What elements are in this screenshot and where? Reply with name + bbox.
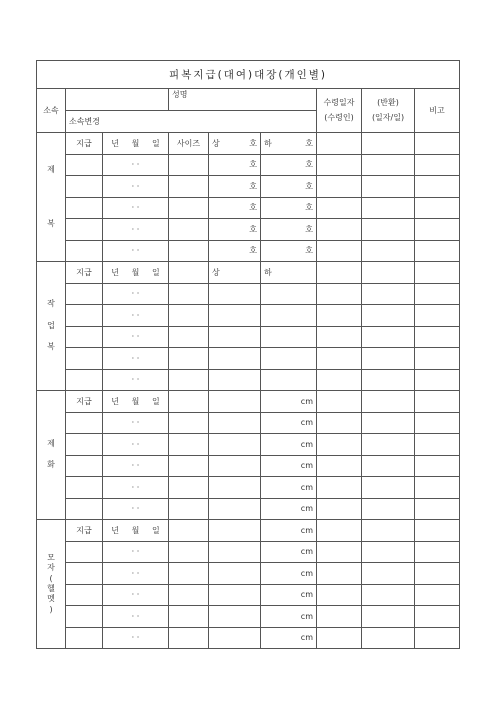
table-row (37, 434, 460, 456)
top-size-cell[interactable] (209, 541, 261, 563)
size-cm-cell[interactable]: cm (261, 391, 317, 413)
remarks-cell[interactable] (415, 455, 460, 477)
date-cell[interactable]: · · (103, 606, 169, 628)
shoes-header-row (37, 391, 460, 413)
date-cell[interactable]: · · (103, 369, 169, 391)
hat-section-label: 모 자 ( 헬 멧 ) (37, 520, 66, 649)
bottom-header: 하 (261, 262, 317, 284)
return-header (362, 89, 415, 133)
table-row (37, 219, 460, 241)
size-cell[interactable] (169, 348, 209, 370)
issue-label: 지급 (66, 262, 103, 284)
return-cell[interactable] (362, 498, 415, 520)
size-cell[interactable] (169, 283, 209, 305)
top-size-cell[interactable] (209, 434, 261, 456)
date-cell[interactable]: · · (103, 455, 169, 477)
table-row (37, 541, 460, 563)
issue-label: 지급 (66, 133, 103, 155)
receipt-cell[interactable] (317, 154, 362, 176)
date-cell[interactable]: · · (103, 240, 169, 262)
return-cell[interactable] (362, 154, 415, 176)
date-cell[interactable]: · · (103, 197, 169, 219)
receipt-date-label: 수령일자 (323, 98, 355, 108)
top-size-cell[interactable] (209, 477, 261, 499)
return-cell[interactable] (362, 305, 415, 327)
remarks-cell[interactable] (415, 197, 460, 219)
remarks-cell[interactable] (415, 541, 460, 563)
table-row (37, 498, 460, 520)
receipt-cell[interactable] (317, 197, 362, 219)
issue-label: 지급 (66, 391, 103, 413)
entry-cell[interactable] (66, 455, 103, 477)
date-cell[interactable]: · · (103, 305, 169, 327)
size-cell[interactable] (169, 369, 209, 391)
entry-cell[interactable] (66, 176, 103, 198)
return-cell[interactable] (362, 391, 415, 413)
entry-cell[interactable] (66, 219, 103, 241)
uniform-section-label: 제 복 (37, 133, 66, 262)
table-row (37, 305, 460, 327)
top-size-cell[interactable] (209, 348, 261, 370)
table-row (37, 606, 460, 628)
form-title: 피복지급(대여)대장(개인별) (37, 61, 460, 89)
entry-cell[interactable] (66, 541, 103, 563)
receipt-cell[interactable] (317, 520, 362, 542)
return-cell[interactable] (362, 176, 415, 198)
remarks-cell[interactable] (415, 563, 460, 585)
remarks-cell[interactable] (415, 326, 460, 348)
name-label: 성명 (172, 90, 188, 99)
return-cell[interactable] (362, 348, 415, 370)
receipt-cell[interactable] (317, 477, 362, 499)
size-cell[interactable] (169, 326, 209, 348)
remarks-cell[interactable] (415, 219, 460, 241)
date-header: 년 월 일 (103, 520, 169, 542)
return-cell[interactable] (362, 455, 415, 477)
size-cell[interactable] (169, 498, 209, 520)
date-cell[interactable]: · · (103, 434, 169, 456)
size-cell[interactable] (169, 455, 209, 477)
entry-cell[interactable] (66, 563, 103, 585)
affiliation-label: 소속 (37, 89, 66, 133)
size-cell[interactable] (169, 197, 209, 219)
remarks-cell[interactable] (415, 154, 460, 176)
size-cell[interactable] (169, 606, 209, 628)
return-cell[interactable] (362, 197, 415, 219)
top-size-cell[interactable] (209, 391, 261, 413)
remarks-cell[interactable] (415, 520, 460, 542)
table-row (37, 584, 460, 606)
size-cell[interactable] (169, 240, 209, 262)
table-row (37, 283, 460, 305)
return-cell[interactable] (362, 262, 415, 284)
size-cm-cell[interactable]: cm (261, 520, 317, 542)
receipt-cell[interactable] (317, 541, 362, 563)
return-cell[interactable] (362, 133, 415, 155)
table-row (37, 627, 460, 649)
table-row (37, 154, 460, 176)
table-row (37, 240, 460, 262)
return-date-label: (일자/일) (371, 112, 405, 122)
top-size-cell[interactable] (209, 498, 261, 520)
remarks-cell[interactable] (415, 262, 460, 284)
size-cm-cell[interactable]: cm (261, 477, 317, 499)
entry-cell[interactable] (66, 412, 103, 434)
affiliation-change-label: 소속변경 (69, 117, 100, 126)
bottom-size-cell[interactable] (261, 305, 317, 327)
table-row (37, 563, 460, 585)
return-cell[interactable] (362, 283, 415, 305)
top-size-cell[interactable] (209, 305, 261, 327)
remarks-cell[interactable] (415, 498, 460, 520)
size-cm-cell[interactable]: cm (261, 541, 317, 563)
entry-cell[interactable] (66, 240, 103, 262)
return-cell[interactable] (362, 520, 415, 542)
top-size-header: 상 호 (209, 133, 261, 155)
remarks-cell[interactable] (415, 606, 460, 628)
date-cell[interactable]: · · (103, 412, 169, 434)
ledger-form (36, 60, 459, 649)
size-cm-cell[interactable]: cm (261, 455, 317, 477)
uniform-header-row (37, 133, 460, 155)
size-cm-cell[interactable]: cm (261, 563, 317, 585)
top-size-cell[interactable]: 호 (209, 154, 261, 176)
size-cell[interactable] (169, 541, 209, 563)
size-cm-cell[interactable]: cm (261, 627, 317, 649)
receipt-cell[interactable] (317, 283, 362, 305)
bottom-size-cell[interactable]: 호 (261, 219, 317, 241)
size-cell[interactable] (169, 391, 209, 413)
entry-cell[interactable] (66, 283, 103, 305)
date-cell[interactable]: · · (103, 563, 169, 585)
bottom-size-cell[interactable] (261, 348, 317, 370)
receiver-label: (수령인) (324, 112, 354, 122)
date-cell[interactable]: · · (103, 154, 169, 176)
entry-cell[interactable] (66, 606, 103, 628)
affiliation-value[interactable] (66, 89, 169, 111)
bottom-size-cell[interactable]: 호 (261, 176, 317, 198)
entry-cell[interactable] (66, 197, 103, 219)
return-cell[interactable] (362, 412, 415, 434)
table-row (37, 348, 460, 370)
table-row (37, 369, 460, 391)
entry-cell[interactable] (66, 584, 103, 606)
receipt-cell[interactable] (317, 563, 362, 585)
entry-cell[interactable] (66, 305, 103, 327)
return-cell[interactable] (362, 627, 415, 649)
entry-cell[interactable] (66, 348, 103, 370)
table-row (37, 477, 460, 499)
size-cell[interactable] (169, 305, 209, 327)
bottom-size-cell[interactable] (261, 369, 317, 391)
receipt-cell[interactable] (317, 627, 362, 649)
return-cell[interactable] (362, 219, 415, 241)
remarks-cell[interactable] (415, 176, 460, 198)
return-cell[interactable] (362, 434, 415, 456)
size-cell[interactable] (169, 219, 209, 241)
remarks-cell[interactable] (415, 240, 460, 262)
receipt-cell[interactable] (317, 326, 362, 348)
remarks-cell[interactable] (415, 133, 460, 155)
return-cell[interactable] (362, 326, 415, 348)
receipt-cell[interactable] (317, 176, 362, 198)
top-size-cell[interactable]: 호 (209, 197, 261, 219)
receipt-cell[interactable] (317, 391, 362, 413)
remarks-header: 비고 (415, 89, 460, 133)
size-cell[interactable] (169, 477, 209, 499)
remarks-cell[interactable] (415, 627, 460, 649)
hat-header-row (37, 520, 460, 542)
remarks-cell[interactable] (415, 391, 460, 413)
date-header: 년 월 일 (103, 262, 169, 284)
entry-cell[interactable] (66, 477, 103, 499)
return-cell[interactable] (362, 369, 415, 391)
size-cm-cell[interactable]: cm (261, 584, 317, 606)
date-cell[interactable]: · · (103, 477, 169, 499)
size-cell[interactable] (169, 154, 209, 176)
top-size-cell[interactable] (209, 584, 261, 606)
return-cell[interactable] (362, 584, 415, 606)
entry-cell[interactable] (66, 154, 103, 176)
top-size-cell[interactable]: 호 (209, 176, 261, 198)
size-cm-cell[interactable]: cm (261, 606, 317, 628)
size-cm-cell[interactable]: cm (261, 434, 317, 456)
remarks-cell[interactable] (415, 348, 460, 370)
remarks-cell[interactable] (415, 369, 460, 391)
remarks-cell[interactable] (415, 412, 460, 434)
receipt-cell[interactable] (317, 606, 362, 628)
table-row (37, 412, 460, 434)
date-cell[interactable]: · · (103, 498, 169, 520)
return-cell[interactable] (362, 563, 415, 585)
remarks-cell[interactable] (415, 305, 460, 327)
workwear-section-label: 작 업 복 (37, 262, 66, 391)
remarks-cell[interactable] (415, 283, 460, 305)
table-row (37, 176, 460, 198)
workwear-header-row (37, 262, 460, 284)
receipt-cell[interactable] (317, 584, 362, 606)
top-size-cell[interactable] (209, 520, 261, 542)
return-cell[interactable] (362, 541, 415, 563)
affiliation-change-field[interactable] (66, 111, 317, 133)
return-cell[interactable] (362, 606, 415, 628)
date-cell[interactable]: · · (103, 219, 169, 241)
receipt-cell[interactable] (317, 262, 362, 284)
issue-label: 지급 (66, 520, 103, 542)
return-cell[interactable] (362, 477, 415, 499)
ledger-table (36, 60, 460, 649)
bottom-size-header: 하 호 (261, 133, 317, 155)
bottom-size-cell[interactable]: 호 (261, 197, 317, 219)
remarks-cell[interactable] (415, 434, 460, 456)
top-size-cell[interactable] (209, 412, 261, 434)
size-cell[interactable] (169, 434, 209, 456)
size-cell[interactable] (169, 176, 209, 198)
receipt-cell[interactable] (317, 434, 362, 456)
date-header: 년 월 일 (103, 391, 169, 413)
date-cell[interactable]: · · (103, 176, 169, 198)
receipt-date-header (317, 89, 362, 133)
receipt-cell[interactable] (317, 240, 362, 262)
top-header: 상 (209, 262, 261, 284)
name-field[interactable] (169, 89, 317, 111)
top-size-cell[interactable] (209, 326, 261, 348)
table-row (37, 455, 460, 477)
size-cell[interactable] (169, 627, 209, 649)
entry-cell[interactable] (66, 369, 103, 391)
date-cell[interactable]: · · (103, 283, 169, 305)
receipt-cell[interactable] (317, 133, 362, 155)
table-row (37, 326, 460, 348)
entry-cell[interactable] (66, 326, 103, 348)
receipt-cell[interactable] (317, 455, 362, 477)
receipt-cell[interactable] (317, 305, 362, 327)
top-size-cell[interactable] (209, 563, 261, 585)
size-cell[interactable] (169, 563, 209, 585)
size-cell[interactable] (169, 262, 209, 284)
receipt-cell[interactable] (317, 498, 362, 520)
top-size-cell[interactable] (209, 455, 261, 477)
table-row (37, 197, 460, 219)
receipt-cell[interactable] (317, 219, 362, 241)
top-size-cell[interactable] (209, 627, 261, 649)
top-size-cell[interactable] (209, 369, 261, 391)
date-cell[interactable]: · · (103, 348, 169, 370)
shoes-section-label: 제 화 (37, 391, 66, 520)
receipt-cell[interactable] (317, 369, 362, 391)
bottom-size-cell[interactable] (261, 283, 317, 305)
return-label: (반환) (377, 98, 399, 108)
receipt-cell[interactable] (317, 412, 362, 434)
size-cm-cell[interactable]: cm (261, 498, 317, 520)
entry-cell[interactable] (66, 498, 103, 520)
size-label: 사이즈 (169, 133, 209, 155)
top-size-cell[interactable]: 호 (209, 240, 261, 262)
date-cell[interactable]: · · (103, 326, 169, 348)
size-cell[interactable] (169, 584, 209, 606)
top-size-cell[interactable] (209, 606, 261, 628)
receipt-cell[interactable] (317, 348, 362, 370)
top-size-cell[interactable]: 호 (209, 219, 261, 241)
bottom-size-cell[interactable]: 호 (261, 240, 317, 262)
size-cell[interactable] (169, 520, 209, 542)
date-header: 년 월 일 (103, 133, 169, 155)
bottom-size-cell[interactable] (261, 326, 317, 348)
entry-cell[interactable] (66, 434, 103, 456)
date-cell[interactable]: · · (103, 541, 169, 563)
remarks-cell[interactable] (415, 477, 460, 499)
remarks-cell[interactable] (415, 584, 460, 606)
return-cell[interactable] (362, 240, 415, 262)
bottom-size-cell[interactable]: 호 (261, 154, 317, 176)
entry-cell[interactable] (66, 627, 103, 649)
top-size-cell[interactable] (209, 283, 261, 305)
date-cell[interactable]: · · (103, 584, 169, 606)
size-cell[interactable] (169, 412, 209, 434)
size-cm-cell[interactable]: cm (261, 412, 317, 434)
date-cell[interactable]: · · (103, 627, 169, 649)
